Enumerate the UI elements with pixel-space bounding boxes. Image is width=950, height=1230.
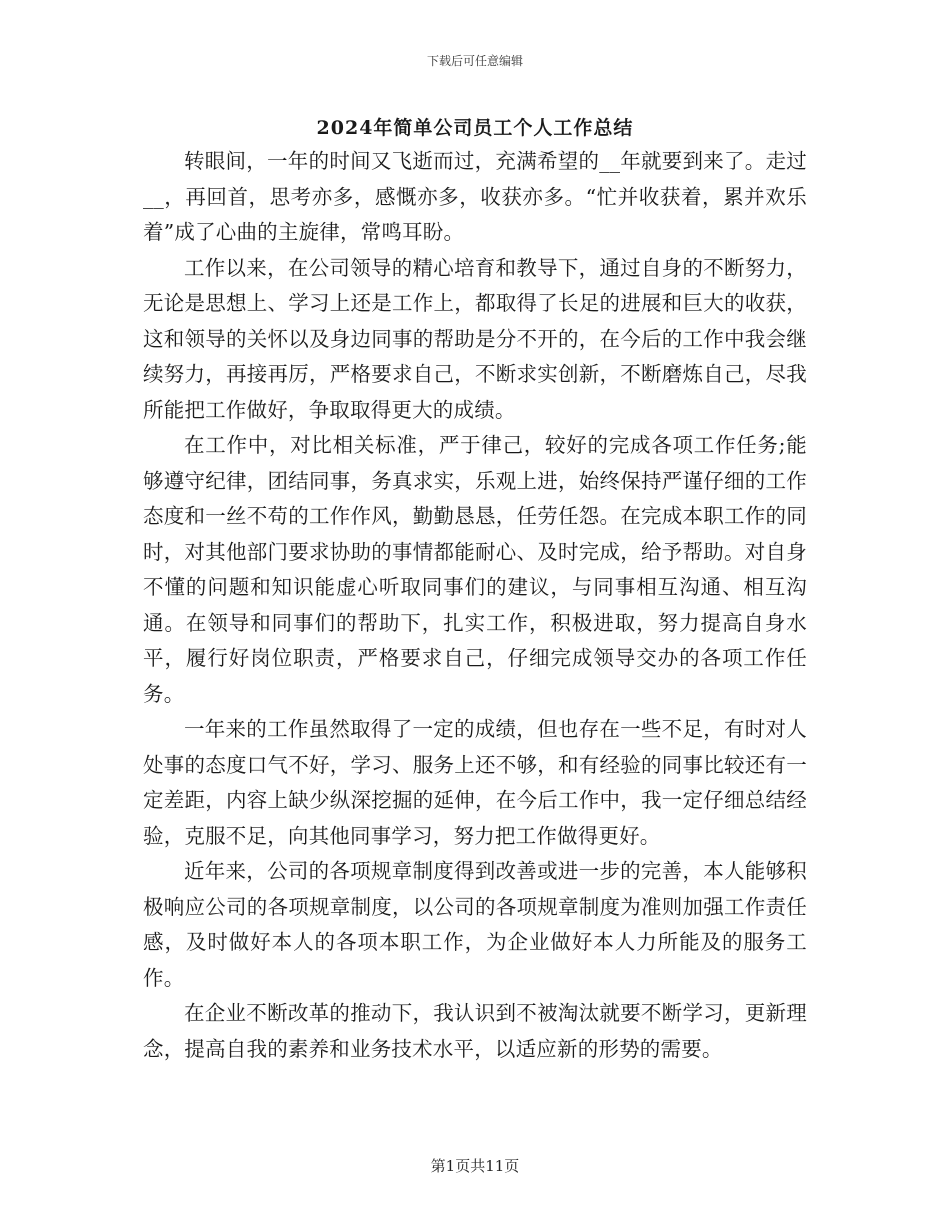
paragraph: 一年来的工作虽然取得了一定的成绩，但也存在一些不足，有时对人处事的态度口气不好，学习、服务上还不够，和有经验的同事比较还有一定差距，内容上缺少纵深挖掘的延伸，在今后工作中，我一定仔细总结经验，克服不足，向其他同事学习，努力把工作做得更好。 [143,717,807,848]
document-title: 2024年简单公司员工个人工作总结 [316,117,634,139]
document-body [143,144,807,1067]
page-number-footer: 第1页共11页 [430,1157,520,1175]
paragraph: 在工作中，对比相关标准，严于律己，较好的完成各项工作任务;能够遵守纪律，团结同事，务真求实，乐观上进，始终保持严谨仔细的工作态度和一丝不苟的工作作风，勤勤恳恳，任劳任怨。在完成本职工作的同时，对其他部门要求协助的事情都能耐心、及时完成，给予帮助。对自身不懂的问题和知识能虚心听取同事们的建议，与同事相互沟通、相互沟通。在领导和同事们的帮助下，扎实工作，积极进取，努力提高自身水平，履行好岗位职责，严格要求自己，仔细完成领导交办的各项工作任务。 [143,433,807,706]
header-note: 下载后可任意编辑 [426,54,523,68]
paragraph: 转眼间，一年的时间又飞逝而过，充满希望的__年就要到来了。走过__，再回首，思考亦多，感慨亦多，收获亦多。“忙并收获着，累并欢乐着”成了心曲的主旋律，常鸣耳盼。 [143,149,807,244]
paragraph: 工作以来，在公司领导的精心培育和教导下，通过自身的不断努力，无论是思想上、学习上还是工作上，都取得了长足的进展和巨大的收获，这和领导的关怀以及身边同事的帮助是分不开的，在今后的工作中我会继续努力，再接再厉，严格要求自己，不断求实创新，不断磨炼自己，尽我所能把工作做好，争取取得更大的成绩。 [143,255,807,422]
paragraph: 在企业不断改革的推动下，我认识到不被淘汰就要不断学习，更新理念，提高自我的素养和业务技术水平，以适应新的形势的需要。 [143,1001,807,1061]
paragraph: 近年来，公司的各项规章制度得到改善或进一步的完善，本人能够积极响应公司的各项规章制度，以公司的各项规章制度为准则加强工作责任感，及时做好本人的各项本职工作，为企业做好本人力所能及的服务工作。 [143,859,807,990]
